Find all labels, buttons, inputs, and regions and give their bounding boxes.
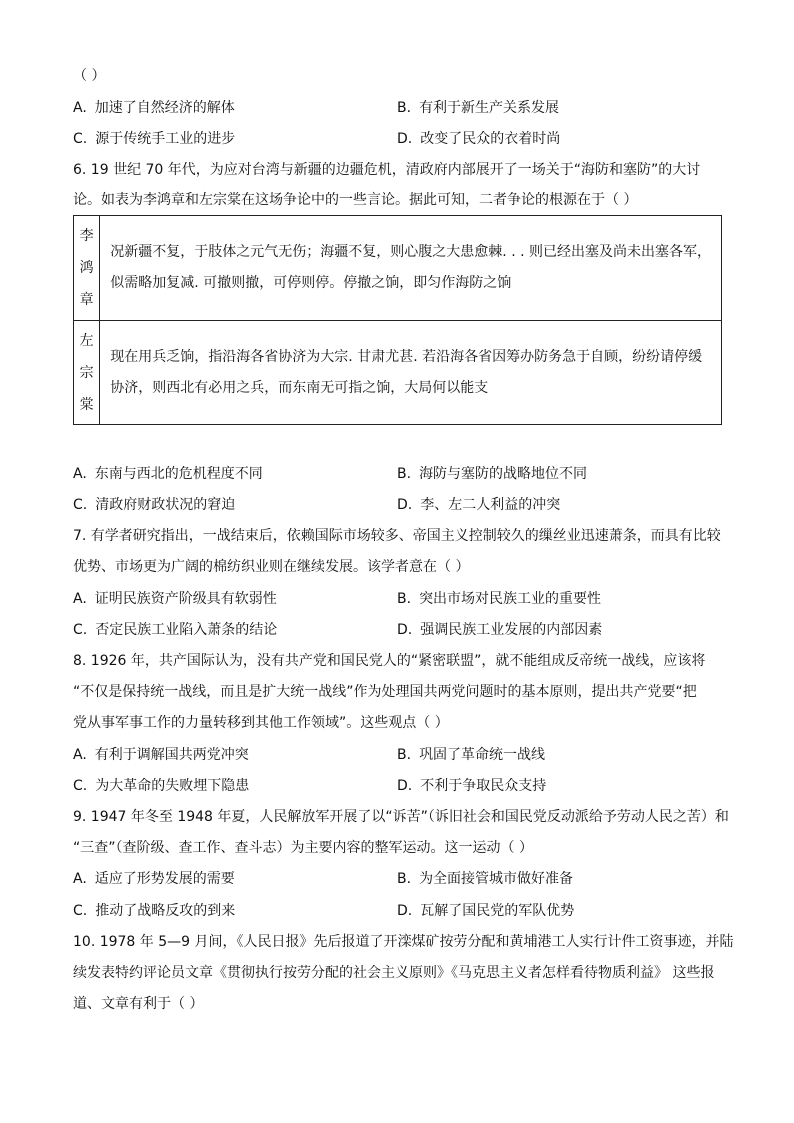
q5-option-d[interactable]	[397, 129, 560, 149]
q6-stem-line-1: 6. 19 世纪 70 年代，为应对台湾与新疆的边疆危机，清政府内部展开了一场关于“海防和塞防”的大讨	[73, 162, 701, 178]
option-text: 有利于调解国共两党冲突	[94, 747, 249, 763]
option-letter: C.	[73, 622, 88, 638]
person-name-cell	[74, 321, 100, 425]
q9-stem-line-2: “三查”（查阶级、查工作、查斗志）为主要内容的整军运动。这一运动（ ）	[73, 840, 533, 856]
quote-line: 协济，则西北有必用之兵，而东南无可指之饷，大局何以能支	[110, 379, 489, 396]
q6-option-b[interactable]	[397, 464, 587, 484]
quote-line: 现在用兵乏饷，指沿海各省协济为大宗. 甘肃尤甚. 若沿海各省因筹办防务急于自顾，纷纷请停缓	[110, 348, 703, 365]
q8-stem-line-3: 党从事军事工作的力量转移到其他工作领域”。这些观点（ ）	[73, 715, 449, 731]
option-letter: C.	[73, 903, 88, 919]
q9-option-a[interactable]	[73, 869, 235, 889]
option-text: 否定民族工业陷入萧条的结论	[95, 622, 278, 638]
name-char: 棠	[79, 396, 94, 413]
option-letter: B.	[397, 591, 412, 607]
option-letter: D.	[397, 622, 413, 638]
q8-stem-line-1: 8. 1926 年，共产国际认为，没有共产党和国民党人的“紧密联盟”，就不能组成反帝统一战线，应该将	[73, 653, 706, 669]
name-char: 左	[79, 332, 94, 349]
option-letter: A.	[73, 466, 87, 482]
option-letter: B.	[397, 871, 412, 887]
q9-stem-line-1: 9. 1947 年冬至 1948 年夏，人民解放军开展了以“诉苦”（诉旧社会和国民党反动派给予劳动人民之苦）和	[73, 809, 729, 825]
q10-stem-line-1: 10. 1978 年 5—9 月间，《人民日报》先后报道了开滦煤矿按劳分配和黄埔港工人实行计件工资事迹，并陆	[73, 934, 734, 950]
q8-option-d[interactable]	[397, 776, 546, 796]
option-letter: A.	[73, 871, 87, 887]
q9-option-b[interactable]	[397, 869, 573, 889]
q6-option-d[interactable]	[397, 495, 560, 515]
option-text: 有利于新生产关系发展	[419, 100, 560, 116]
option-text: 东南与西北的危机程度不同	[94, 466, 263, 482]
option-letter: C.	[73, 131, 88, 147]
q7-stem-line-1: 7. 有学者研究指出，一战结束后，依赖国际市场较多、帝国主义控制较久的缫丝业迅速萧条，而具有比较	[73, 528, 721, 544]
q6-stem-line-2: 论。如表为李鸿章和左宗棠在这场争论中的一些言论。据此可知，二者争论的根源在于（ ）	[73, 192, 638, 208]
option-text: 为全面接管城市做好准备	[419, 871, 574, 887]
name-char: 鸿	[79, 260, 94, 276]
option-text: 突出市场对民族工业的重要性	[419, 591, 602, 607]
quote-cell	[100, 216, 722, 321]
option-text: 源于传统手工业的进步	[95, 131, 236, 147]
q6-quote-table	[73, 215, 722, 425]
option-text: 为大革命的失败埋下隐患	[95, 778, 250, 794]
option-text: 不利于争取民众支持	[420, 778, 547, 794]
option-text: 适应了形势发展的需要	[94, 871, 235, 887]
q9-option-c[interactable]	[73, 901, 235, 921]
q8-option-c[interactable]	[73, 776, 249, 796]
q5-option-a[interactable]	[73, 98, 235, 118]
quote-cell	[100, 321, 722, 425]
q10-stem-line-3: 道、文章有利于（ ）	[73, 996, 204, 1012]
option-text: 清政府财政状况的窘迫	[95, 497, 236, 513]
option-text: 海防与塞防的战略地位不同	[419, 466, 588, 482]
table-row	[74, 321, 722, 425]
option-text: 李、左二人利益的冲突	[420, 497, 561, 513]
option-letter: D.	[397, 903, 413, 919]
q6-option-c[interactable]	[73, 495, 235, 515]
option-text: 证明民族资产阶级具有软弱性	[94, 591, 277, 607]
q7-option-c[interactable]	[73, 620, 277, 640]
q9-option-d[interactable]	[397, 901, 574, 921]
option-text: 加速了自然经济的解体	[94, 100, 235, 116]
q7-option-d[interactable]	[397, 620, 602, 640]
option-text: 强调民族工业发展的内部因素	[420, 622, 603, 638]
q6-option-a[interactable]	[73, 464, 263, 484]
q5-option-c[interactable]	[73, 129, 235, 149]
quote-line: 似需略加复减. 可撤则撤，可停则停。停撤之饷，即匀作海防之饷	[110, 275, 512, 291]
option-letter: D.	[397, 497, 413, 513]
name-char: 章	[79, 292, 94, 308]
option-text: 推动了战略反攻的到来	[95, 903, 236, 919]
option-text: 改变了民众的衣着时尚	[420, 131, 561, 147]
option-text: 巩固了革命统一战线	[419, 747, 546, 763]
option-letter: A.	[73, 747, 87, 763]
q7-option-a[interactable]	[73, 589, 277, 609]
q10-stem-line-2: 续发表特约评论员文章《贯彻执行按劳分配的社会主义原则》《马克思主义者怎样看待物质利益》 这些报	[73, 965, 715, 981]
table-row	[74, 216, 722, 321]
q5-option-b[interactable]	[397, 98, 559, 118]
option-letter: A.	[73, 591, 87, 607]
q5-stem-tail: （ ）	[73, 68, 106, 84]
q8-stem-line-2: “不仅是保持统一战线，而且是扩大统一战线”作为处理国共两党问题时的基本原则，提出共产党要“把	[73, 684, 697, 700]
q7-option-b[interactable]	[397, 589, 601, 609]
option-text: 瓦解了国民党的军队优势	[420, 903, 575, 919]
option-letter: D.	[397, 778, 413, 794]
quote-line: 况新疆不复，于肢体之元气无伤；海疆不复，则心腹之大患愈棘. . . 则已经出塞及尚未出塞各军，	[110, 244, 711, 260]
option-letter: C.	[73, 778, 88, 794]
option-letter: C.	[73, 497, 88, 513]
option-letter: B.	[397, 466, 412, 482]
option-letter: B.	[397, 747, 412, 763]
name-char: 宗	[79, 364, 94, 381]
option-letter: B.	[397, 100, 412, 116]
q7-stem-line-2: 优势、市场更为广阔的棉纺织业则在继续发展。该学者意在（ ）	[73, 559, 470, 575]
option-letter: D.	[397, 131, 413, 147]
option-letter: A.	[73, 100, 87, 116]
q8-option-b[interactable]	[397, 745, 545, 765]
person-name-cell	[74, 216, 100, 321]
name-char: 李	[79, 228, 94, 244]
q8-option-a[interactable]	[73, 745, 249, 765]
